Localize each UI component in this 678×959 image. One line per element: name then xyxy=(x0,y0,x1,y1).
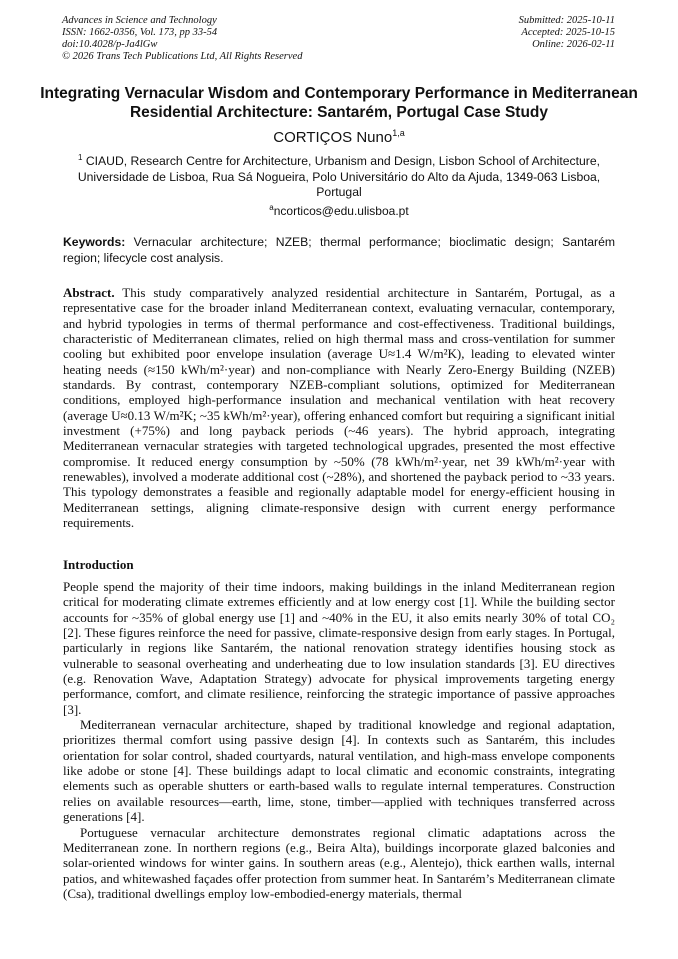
paragraph: Portuguese vernacular architecture demonstrates regional climatic adaptations across the Mediterranean zone. In northern regions (e.g., Beira Alta), buildings incorporate glazed balconies and solar-oriented windows for winter gains. In southern areas (e.g., Alentejo), thick earthen walls, internal patios, and whitewashed façades offer protection from summer heat. In Santarém’s Mediterranean climate (Csa), traditional dwellings employ low-embodied-energy materials, thermal xyxy=(63,824,615,901)
issn-volume: ISSN: 1662-0356, Vol. 173, pp 33-54 xyxy=(62,27,218,38)
copyright: © 2026 Trans Tech Publications Ltd, All Rights Reserved xyxy=(62,51,303,62)
journal-name: Advances in Science and Technology xyxy=(62,15,217,26)
keywords xyxy=(63,235,615,266)
online-date: Online: 2026-02-11 xyxy=(532,39,615,50)
affiliation-text: CIAUD, Research Centre for Architecture, Urbanism and Design, Lisbon School of Architecture, Universidade de Lisboa, Rua Sá Nogueira, Polo Universitário do Alto da Ajuda, 1349-063 Lisboa, Portugal xyxy=(77,154,601,199)
accepted-date: Accepted: 2025-10-15 xyxy=(521,27,615,38)
email-sup: a xyxy=(269,203,274,212)
author-name: CORTIÇOS Nuno xyxy=(273,129,393,146)
paragraph: Mediterranean vernacular architecture, shaped by traditional knowledge and regional adaptation, prioritizes thermal comfort using passive design [4]. In contexts such as Santarém, this includes orientation for solar control, shaded courtyards, natural ventilation, and high-mass envelope components like adobe or stone [4]. These buildings adapt to local climatic and economic constraints, integrating elements such as operable shutters or earth-based walls to regulate internal temperatures. Construction relies on available resources—earth, lime, stone, timber—applied with techniques transferred across generations [4]. xyxy=(63,717,615,825)
submitted-date: Submitted: 2025-10-11 xyxy=(518,15,615,26)
affiliation-sup: 1 xyxy=(78,153,83,162)
affiliation xyxy=(62,150,616,201)
doi[interactable]: doi:10.4028/p-Ja4lGw xyxy=(62,39,158,50)
keywords-label: Keywords: xyxy=(63,235,126,249)
paper-title: Integrating Vernacular Wisdom and Contemporary Performance in Mediterranean Residential Architecture: Santarém, Portugal Case Study xyxy=(40,85,638,121)
author-sup: 1,a xyxy=(392,128,405,138)
abstract xyxy=(63,285,615,531)
section-heading-introduction: Introduction xyxy=(63,557,134,572)
author-line xyxy=(0,124,678,147)
abstract-text: This study comparatively analyzed residential architecture in Santarém, Portugal, as a representative case for the broader inland Mediterranean context, evaluating vernacular, contemporary, and hybrid typologies in terms of thermal performance and cost-effectiveness. Traditional buildings, characteristic of Mediterranean climates, relied on high thermal mass and cross-ventilation for summer cooling but exhibited poor envelope insulation (average U≈1.4 W/m²K), leading to elevated winter heating needs (≈150 kWh/m²·year) and non-compliance with Nearly Zero-Energy Building (NZEB) standards. By contrast, contemporary NZEB-compliant solutions, optimized for Mediterranean conditions, employed high-performance insulation and mechanical ventilation with heat recovery (average U≈0.13 W/m²K; ~35 kWh/m²·year), offering enhanced comfort but requiring a significant initial investment (+75%) and long payback periods (~46 years). The hybrid approach, integrating Mediterranean vernacular strategies with targeted technological upgrades, presented the most effective compromise. It reduced energy consumption by ~50% (78 kWh/m²·year, net 39 kWh/m²·year with renewables), involved a moderate additional cost (~28%), and shortened the payback period to ~33 years. This typology demonstrates a feasible and regionally adaptable model for energy-efficient housing in Mediterranean settings, aligning climate-responsive design with current energy performance requirements. xyxy=(63,285,615,531)
publication-info xyxy=(62,15,302,63)
keywords-text: Vernacular architecture; NZEB; thermal performance; bioclimatic design; Santarém region; lifecycle cost analysis. xyxy=(63,235,615,265)
author-email xyxy=(0,200,678,219)
introduction-body xyxy=(63,579,615,901)
paragraph: People spend the majority of their time indoors, making buildings in the inland Mediterranean region critical for moderating climate extremes efficiently and at low energy cost [1]. While the building sector accounts for ~35% of global energy use [1] and ~40% in the EU, it also emits nearly 30% of total CO₂ [2]. These figures reinforce the need for passive, climate-responsive design from early stages. In Portugal, particularly in regions like Santarém, the national renovation strategy identifies housing stock as vulnerable to seasonal overheating and underheating due to low insulation standards [3]. EU directives (e.g. Renovation Wave, Adaptation Strategy) advocate for physical improvements targeting energy performance, comfort, and climate resilience, reinforcing the strategic importance of passive approaches [3]. xyxy=(63,579,615,717)
dates-info xyxy=(519,15,615,51)
abstract-label: Abstract. xyxy=(63,285,115,300)
email-address[interactable]: ncorticos@edu.ulisboa.pt xyxy=(273,204,409,218)
